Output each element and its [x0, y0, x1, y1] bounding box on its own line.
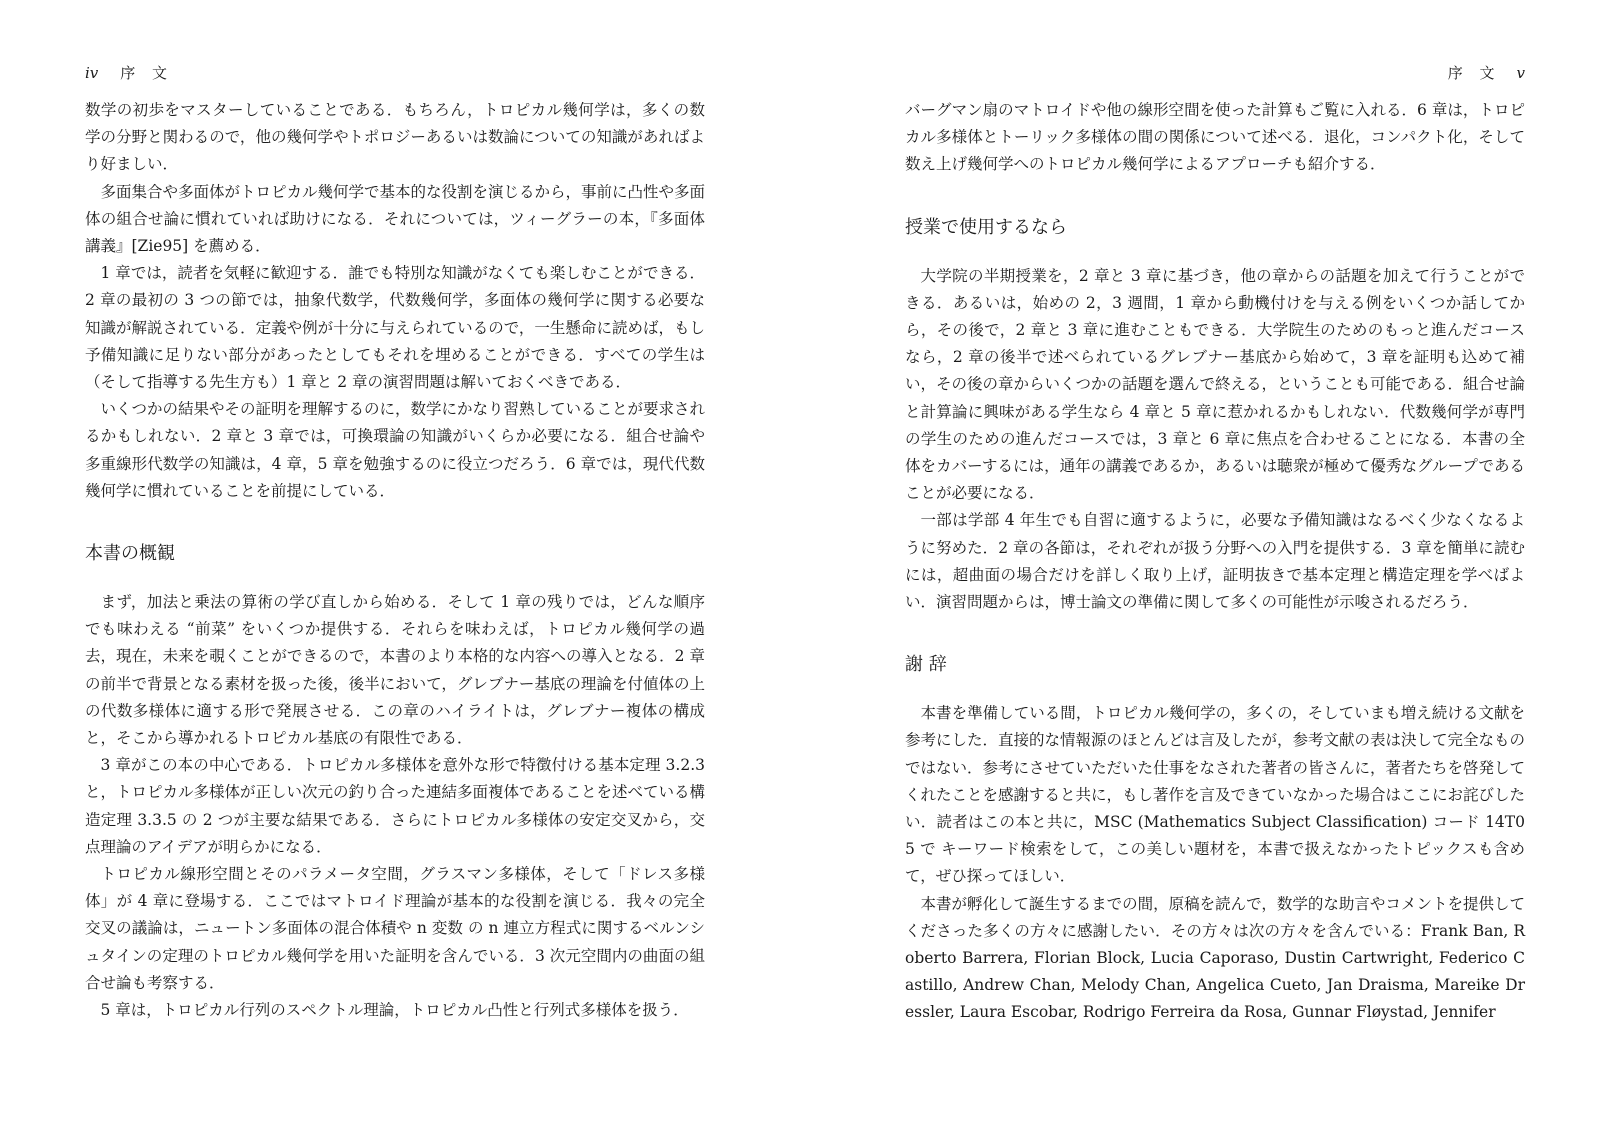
left-page-body	[85, 97, 705, 1024]
paragraph: 1 章では，読者を気軽に歓迎する．誰でも特別な知識がなくても楽しむことができる．2 章の最初の 3 つの節では，抽象代数学，代数幾何学，多面体の幾何学に関する必要な知識が解説されている．定義や例が十分に与えられているので，一生懸命に読めば，もし予備知識に足りない部分があったとしてもそれを埋めることができる．すべての学生は（そして指導する先生方も）1 章と 2 章の演習問題は解いておくべきである．	[85, 264, 705, 392]
paragraph: 本書が孵化して誕生するまでの間，原稿を読んで，数学的な助言やコメントを提供してくださった多くの方々に感謝したい．その方々は次の方々を含んでいる：Frank Ban, Roberto Barrera, Florian Block, Lucia Caporaso, Dustin Cartwright, Federico Castillo, Andrew Chan, Melody Chan, Angelica Cueto, Jan Draisma, Mareike Dressler, Laura Escobar, Rodrigo Ferreira da Rosa, Gunnar Fløystad, Jennifer	[905, 894, 1525, 1022]
section-heading-overview: 本書の概観	[85, 543, 175, 565]
running-title: 序 文	[1447, 64, 1501, 82]
paragraph: いくつかの結果やその証明を理解するのに，数学にかなり習熟していることが要求されるかもしれない．2 章と 3 章では，可換環論の知識がいくらか必要になる．組合せ論や多重線形代数学の知識は，4 章，5 章を勉強するのに役立つだろう．6 章では，現代代数幾何学に慣れていることを前提にしている．	[85, 400, 706, 500]
page-number: v	[1516, 64, 1525, 82]
paragraph: 5 章は，トロピカル行列のスペクトル理論，トロピカル凸性と行列式多様体を扱う．	[100, 1001, 689, 1020]
right-page-body	[905, 97, 1525, 1027]
paragraph: バーグマン扇のマトロイドや他の線形空間を使った計算もご覧に入れる．6 章は，トロピカル多様体とトーリック多様体の間の関係について述べる．退化，コンパクト化，そして数え上げ幾何学へのトロピカル幾何学によるアプローチも紹介する．	[905, 101, 1525, 174]
running-head-right	[905, 62, 1525, 84]
paragraph: まず，加法と乗法の算術の学び直しから始める．そして 1 章の残りでは，どんな順序でも味わえる “前菜” をいくつか提供する．それらを味わえば，トロピカル幾何学の過去，現在，未来を覗くことができるので，本書のより本格的な内容への導入となる．2 章の前半で背景となる素材を扱った後，後半において，グレブナー基底の理論を付値体の上の代数多様体に適する形で発展させる．この章のハイライトは，グレブナー複体の構成と，そこから導かれるトロピカル基底の有限性である．	[85, 593, 705, 748]
section-heading-teaching: 授業で使用するなら	[905, 216, 1067, 238]
paragraph: 数学の初歩をマスターしていることである．もちろん，トロピカル幾何学は，多くの数学の分野と関わるので，他の幾何学やトポロジーあるいは数論についての知識があればより好ましい．	[85, 101, 705, 174]
running-title: 序 文	[120, 64, 174, 82]
page-number: iv	[85, 64, 99, 82]
paragraph: トロピカル線形空間とそのパラメータ空間，グラスマン多様体，そして「ドレス多様体」が 4 章に登場する．ここではマトロイド理論が基本的な役割を演じる．我々の完全交叉の議論は，ニュートン多面体の混合体積や n 変数 の n 連立方程式に関するベルンシュタインの定理のトロピカル幾何学を用いた証明を含んでいる．3 次元空間内の曲面の組合せ論も考察する．	[85, 865, 706, 992]
paragraph: 大学院の半期授業を，2 章と 3 章に基づき，他の章からの話題を加えて行うことができる．あるいは，始めの 2，3 週間，1 章から動機付けを与える例をいくつか話してから，その後で，2 章と 3 章に進むこともできる．大学院生のためのもっと進んだコースなら，2 章の後半で述べられているグレブナー基底から始めて，3 章を証明も込めて補い，その後の章からいくつかの話題を選んで終える，ということも可能である．組合せ論と計算論に興味がある学生なら 4 章と 5 章に惹かれるかもしれない．代数幾何学が専門の学生のための進んだコースでは，3 章と 6 章に焦点を合わせることになる．本書の全体をカバーするには，通年の講義であるか，あるいは聴衆が極めて優秀なグループであることが必要になる．	[905, 266, 1526, 503]
paragraph: 一部は学部 4 年生でも自習に適するように，必要な予備知識はなるべく少なくなるように努めた．2 章の各節は，それぞれが扱う分野への入門を提供する．3 章を簡単に読むには，超曲面の場合だけを詳しく取り上げ，証明抜きで基本定理と構造定理を学べばよい．演習問題からは，博士論文の準備に関して多くの可能性が示唆されるだろう．	[905, 511, 1525, 612]
paragraph: 多面集合や多面体がトロピカル幾何学で基本的な役割を演じるから，事前に凸性や多面体の組合せ論に慣れていれば助けになる．それについては，ツィーグラーの本，『多面体講義』[Zie95] を薦める．	[85, 182, 706, 256]
section-heading-acknowledgments: 謝 辞	[905, 654, 947, 676]
running-head-left	[85, 62, 705, 84]
paragraph: 本書を準備している間，トロピカル幾何学の，多くの，そしていまも増え続ける文献を参考にした．直接的な情報源のほとんどは言及したが，参考文献の表は決して完全なものではない．参考にさせていただいた仕事をなされた著者の皆さんに，著者たちを啓発してくれたことを感謝すると共に，もし著作を言及できていなかった場合はここにお詫びしたい．読者はこの本と共に，MSC (Mathematics Subject Classification) コード 14T05 で キーワード検索をして，この美しい題材を，本書で扱えなかったトピックスも含めて，ぜひ探ってほしい．	[905, 704, 1526, 886]
paragraph: 3 章がこの本の中心である．トロピカル多様体を意外な形で特徴付ける基本定理 3.2.3 と，トロピカル多様体が正しい次元の釣り合った連結多面複体であることを述べている構造定理 3.3.5 の 2 つが主要な結果である．さらにトロピカル多様体の安定交叉から，交点理論のアイデアが明らかになる．	[85, 756, 706, 856]
